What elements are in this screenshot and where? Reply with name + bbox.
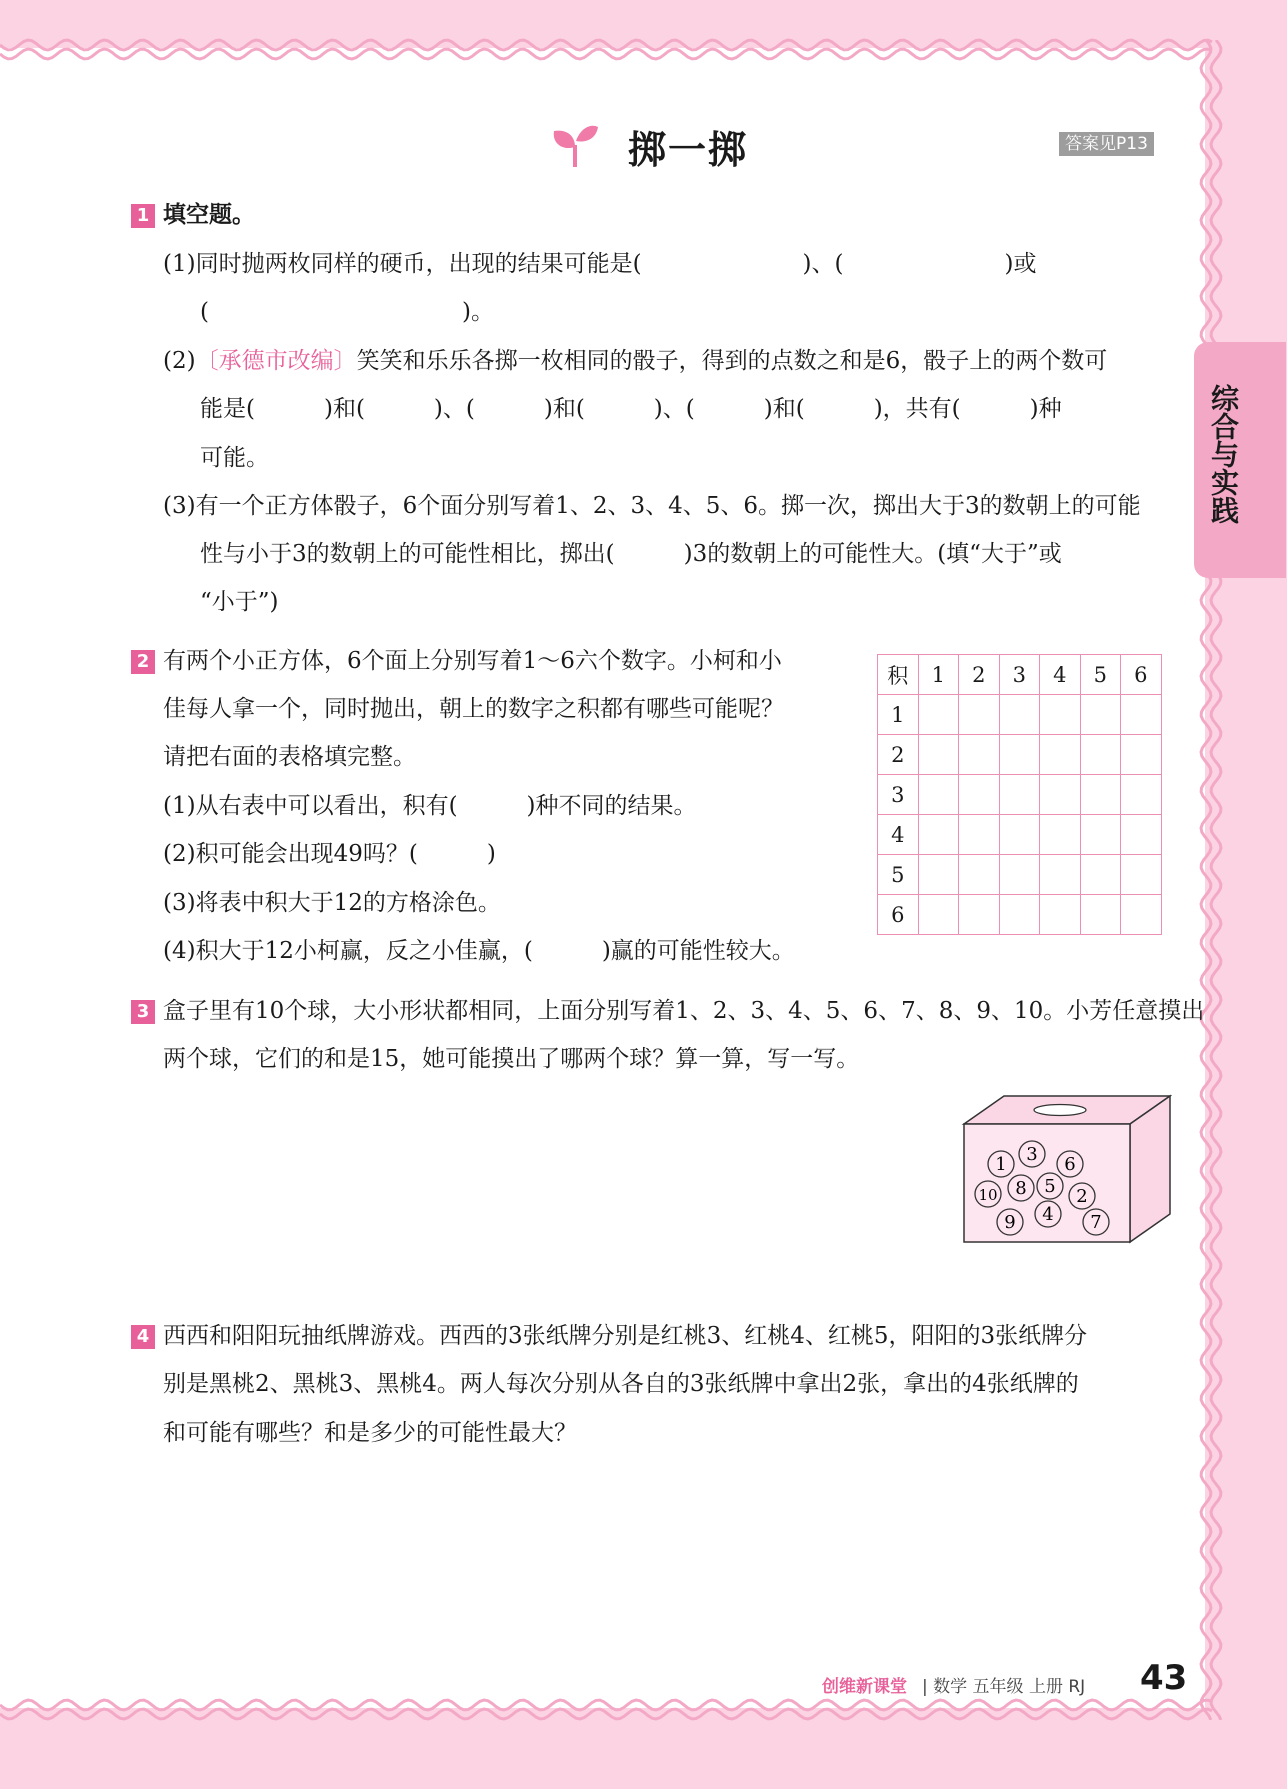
table-header-row	[878, 655, 1162, 695]
table-cell[interactable]	[999, 775, 1040, 815]
page-header	[550, 118, 748, 174]
table-cell[interactable]	[918, 895, 959, 935]
table-cell[interactable]	[1121, 855, 1162, 895]
source-tag: 〔承德市改编〕	[195, 348, 357, 374]
table-cell[interactable]	[1080, 735, 1121, 775]
table-cell[interactable]	[959, 855, 1000, 895]
table-cell[interactable]	[1121, 775, 1162, 815]
table-cell[interactable]	[999, 855, 1040, 895]
col-header: 1	[918, 655, 959, 695]
q1-line-5: 可能。	[200, 445, 269, 471]
table-cell[interactable]	[959, 815, 1000, 855]
q4-line-2: 别是黑桃2、黑桃3、黑桃4。两人每次分别从各自的3张纸牌中拿出2张，拿出的4张纸牌的	[163, 1371, 1079, 1397]
bottom-wave-border	[0, 1696, 1215, 1724]
ball-label: 4	[1042, 1204, 1054, 1225]
side-tab-label: 综合与实践	[1207, 384, 1240, 524]
q3-line-2: 两个球，它们的和是15，她可能摸出了哪两个球？算一算，写一写。	[163, 1046, 860, 1072]
q2-line-7: (4)积大于12小柯赢，反之小佳赢，( )赢的可能性较大。	[163, 938, 795, 964]
q1-line-7: 性与小于3的数朝上的可能性相比，掷出( )3的数朝上的可能性大。(填“大于”或	[200, 541, 1062, 567]
q2-line-2: 佳每人拿一个，同时抛出，朝上的数字之积都有哪些可能呢？	[163, 696, 784, 722]
table-cell[interactable]	[1080, 695, 1121, 735]
table-row	[878, 855, 1162, 895]
table-cell[interactable]	[959, 695, 1000, 735]
ball-label: 2	[1076, 1186, 1088, 1207]
table-cell[interactable]	[1040, 815, 1081, 855]
ball-label: 5	[1044, 1176, 1056, 1197]
table-cell[interactable]	[1121, 815, 1162, 855]
question-number-2: 2	[131, 650, 155, 674]
footer-brand: 创维新课堂	[822, 1677, 907, 1697]
question-number-1: 1	[131, 204, 155, 228]
table-row	[878, 775, 1162, 815]
ball-label: 1	[995, 1154, 1007, 1175]
col-header: 5	[1080, 655, 1121, 695]
q1-line-4: 能是( )和( )、( )和( )、( )和( )，共有( )种	[200, 396, 1062, 422]
right-wave-border	[1196, 40, 1226, 1720]
sprout-icon	[550, 121, 600, 171]
row-header: 3	[878, 775, 919, 815]
ball-label: 7	[1090, 1212, 1102, 1233]
q1-line-6: (3)有一个正方体骰子，6个面分别写着1、2、3、4、5、6。掷一次，掷出大于3的数朝上的可能	[163, 493, 1141, 519]
table-cell[interactable]	[1121, 695, 1162, 735]
product-table	[877, 654, 1162, 935]
table-cell[interactable]	[1080, 895, 1121, 935]
q2-line-6: (3)将表中积大于12的方格涂色。	[163, 890, 501, 916]
answer-reference-badge: 答案见P13	[1059, 132, 1154, 156]
page-title: 掷一掷	[628, 127, 749, 172]
col-header: 6	[1121, 655, 1162, 695]
table-cell[interactable]	[918, 855, 959, 895]
q2-line-3: 请把右面的表格填完整。	[163, 744, 416, 770]
row-header: 6	[878, 895, 919, 935]
table-row	[878, 895, 1162, 935]
row-header: 5	[878, 855, 919, 895]
table-row	[878, 735, 1162, 775]
table-cell[interactable]	[999, 695, 1040, 735]
box-opening	[1034, 1105, 1086, 1116]
question-number-3: 3	[131, 1000, 155, 1024]
ball-label: 9	[1004, 1212, 1016, 1233]
ball-label: 6	[1064, 1154, 1076, 1175]
question-number-4: 4	[131, 1325, 155, 1349]
table-cell[interactable]	[959, 895, 1000, 935]
q1-line-8: “小于”)	[200, 589, 279, 615]
table-cell[interactable]	[1080, 775, 1121, 815]
q1-line-1: (1)同时抛两枚同样的硬币，出现的结果可能是( )、( )或	[163, 251, 1037, 277]
table-cell[interactable]	[999, 735, 1040, 775]
table-cell[interactable]	[1040, 695, 1081, 735]
table-cell[interactable]	[1040, 855, 1081, 895]
table-cell[interactable]	[1121, 735, 1162, 775]
col-header: 3	[999, 655, 1040, 695]
table-cell[interactable]	[1080, 815, 1121, 855]
q4-line-3: 和可能有哪些？和是多少的可能性最大？	[163, 1420, 577, 1446]
table-cell[interactable]	[918, 735, 959, 775]
q1-line-2: ( )。	[200, 299, 494, 325]
row-header: 2	[878, 735, 919, 775]
q2-line-1: 有两个小正方体，6个面上分别写着1～6六个数字。小柯和小	[163, 648, 782, 674]
col-header: 2	[959, 655, 1000, 695]
row-header: 4	[878, 815, 919, 855]
q4-line-1: 西西和阳阳玩抽纸牌游戏。西西的3张纸牌分别是红桃3、红桃4、红桃5，阳阳的3张纸牌分	[163, 1323, 1088, 1349]
ball-label: 3	[1026, 1144, 1038, 1165]
q3-line-1: 盒子里有10个球，大小形状都相同，上面分别写着1、2、3、4、5、6、7、8、9、10。小芳任意摸出	[163, 998, 1205, 1024]
ball-box-illustration	[960, 1092, 1172, 1246]
table-cell[interactable]	[959, 775, 1000, 815]
q1-title: 填空题。	[163, 202, 255, 228]
table-cell[interactable]	[999, 895, 1040, 935]
page-number: 43	[1140, 1658, 1188, 1698]
q2-line-5: (2)积可能会出现49吗？( )	[163, 841, 496, 867]
table-cell[interactable]	[918, 815, 959, 855]
q2-line-4: (1)从右表中可以看出，积有( )种不同的结果。	[163, 793, 697, 819]
q1-part-2-text: 笑笑和乐乐各掷一枚相同的骰子，得到的点数之和是6，骰子上的两个数可	[356, 348, 1108, 374]
table-cell[interactable]	[999, 815, 1040, 855]
footer-book-info: | 数学 五年级 上册 RJ	[922, 1677, 1086, 1697]
ball-label: 10	[978, 1186, 998, 1204]
top-wave-border	[0, 36, 1215, 64]
table-cell[interactable]	[1040, 775, 1081, 815]
table-cell[interactable]	[1040, 895, 1081, 935]
q1-part-2-label: (2)	[163, 348, 196, 374]
table-cell[interactable]	[1121, 895, 1162, 935]
table-row	[878, 815, 1162, 855]
col-header: 4	[1040, 655, 1081, 695]
table-cell[interactable]	[1040, 735, 1081, 775]
table-cell[interactable]	[918, 695, 959, 735]
table-cell[interactable]	[918, 775, 959, 815]
row-header: 1	[878, 695, 919, 735]
table-corner: 积	[878, 655, 919, 695]
table-cell[interactable]	[959, 735, 1000, 775]
table-row	[878, 695, 1162, 735]
q1-line-3	[163, 346, 1107, 376]
ball-label: 8	[1015, 1178, 1027, 1199]
table-cell[interactable]	[1080, 855, 1121, 895]
